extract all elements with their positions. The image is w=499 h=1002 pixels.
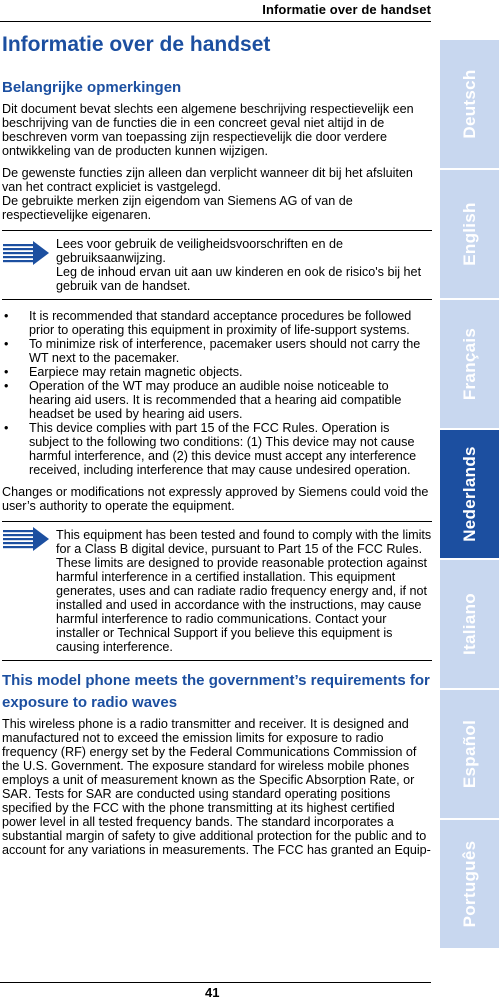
arrow-right-icon <box>3 241 49 265</box>
tab-nederlands[interactable] <box>440 430 499 558</box>
page-title: Informatie over de handset <box>2 33 271 56</box>
tab-portugues[interactable] <box>440 820 499 948</box>
trademark-text: De gebruikte merken zijn eigendom van Siemens AG of van de respectievelijke eigenaren. <box>2 194 353 222</box>
list-item <box>2 337 432 365</box>
tab-english[interactable] <box>440 170 499 298</box>
running-header: Informatie over de handset <box>262 2 431 17</box>
section-heading-radio-exposure: This model phone meets the government’s requirements for exposure to radio waves <box>2 672 430 711</box>
tab-espanol[interactable] <box>440 690 499 818</box>
list-item <box>2 365 432 379</box>
footer-rule <box>0 982 431 983</box>
language-tabs <box>440 40 499 948</box>
tab-label: Português <box>459 840 479 928</box>
section-heading-important-notes: Belangrijke opmerkingen <box>2 79 182 96</box>
page-number: 41 <box>205 985 220 1000</box>
list-item <box>2 421 432 477</box>
sar-paragraph: This wireless phone is a radio transmitter and receiver. It is designed and manufactured not to exceed the emission limits for exposure to radio frequency (RF) energy set by the Federal Communications Commission of the U.S. Government. The exposure standard for wireless mobile phones employs a unit of measurement known as the Specific Absorption Rate, or SAR. Tests for SAR are conducted using standard operating positions specified by the FCC with the phone transmitting at its highest certified power level in all tested frequency bands. The standard incorporates a substantial margin of safety to give additional protection for the public and to account for any variations in measurements. The FCC has granted an Equip- <box>2 717 431 857</box>
tab-deutsch[interactable] <box>440 40 499 168</box>
tab-label: Deutsch <box>459 69 479 139</box>
list-item-text: Operation of the WT may produce an audible noise noticeable to hearing aid users. It is recommended that a hearing aid compatible headset be used by hearing aid users. <box>29 379 402 421</box>
list-item-text: To minimize risk of interference, pacemaker users should not carry the WT next to the pacemaker. <box>29 337 421 365</box>
list-item-text: This device complies with part 15 of the FCC Rules. Operation is subject to the following two conditions: (1) This device may not cause harmful interference, and (2) this device must accept any interference received, including interference that may cause undesired operation. <box>29 421 417 477</box>
tab-label: English <box>459 202 479 266</box>
tab-label: Italiano <box>459 593 479 655</box>
safety-note-line-2: Leg de inhoud ervan uit aan uw kinderen en ook de risico's bij het gebruik van de handset. <box>56 265 422 293</box>
modifications-paragraph: Changes or modifications not expressly approved by Siemens could void the user’s authority to operate the equipment. <box>2 485 429 513</box>
safety-note <box>2 230 432 300</box>
bullet-glyph: • <box>4 337 9 351</box>
contract-paragraph <box>2 166 432 222</box>
tab-italiano[interactable] <box>440 560 499 688</box>
safety-note-text <box>56 237 432 293</box>
contract-text: De gewenste functies zijn alleen dan verplicht wanneer dit bij het afsluiten van het contract expliciet is vastgelegd. <box>2 166 413 194</box>
tab-label: Español <box>459 719 479 789</box>
arrow-right-icon <box>3 527 49 551</box>
tab-label: Nederlands <box>459 446 479 542</box>
bullet-glyph: • <box>4 365 9 379</box>
header-rule <box>0 21 431 22</box>
bullet-glyph: • <box>4 309 9 323</box>
safety-note-line-1: Lees voor gebruik de veiligheidsvoorschriften en de gebruiksaanwijzing. <box>56 237 344 265</box>
bullet-glyph: • <box>4 421 9 435</box>
bullet-glyph: • <box>4 379 9 393</box>
list-item <box>2 379 432 421</box>
fcc-note-text: This equipment has been tested and found to comply with the limits for a Class B digital device, pursuant to Part 15 of the FCC Rules. These limits are designed to provide reasonable protection against harmful interference in a certified installation. This equipment generates, uses and can radiate radio frequency energy and, if not installed and used in accordance with the instructions, may cause harmful interference to radio communications. Contact your installer or Technical Support if you believe this equipment is causing interference. <box>56 528 432 654</box>
list-item <box>2 309 432 337</box>
list-item-text: Earpiece may retain magnetic objects. <box>29 365 243 379</box>
fcc-note <box>2 521 432 661</box>
list-item-text: It is recommended that standard acceptance procedures be followed prior to operating this equipment in proximity of life-support systems. <box>29 309 412 337</box>
tab-label: Français <box>459 327 479 401</box>
intro-paragraph: Dit document bevat slechts een algemene beschrijving respectievelijk een beschrijving van de functies die in een concreet geval niet altijd in de beschreven vorm van toepassing zijn respectievelijk die door verdere ontwikkeling van de producten kunnen wijzigen. <box>2 102 414 158</box>
safety-bullet-list <box>2 309 432 477</box>
tab-francais[interactable] <box>440 300 499 428</box>
main-content <box>2 32 432 865</box>
